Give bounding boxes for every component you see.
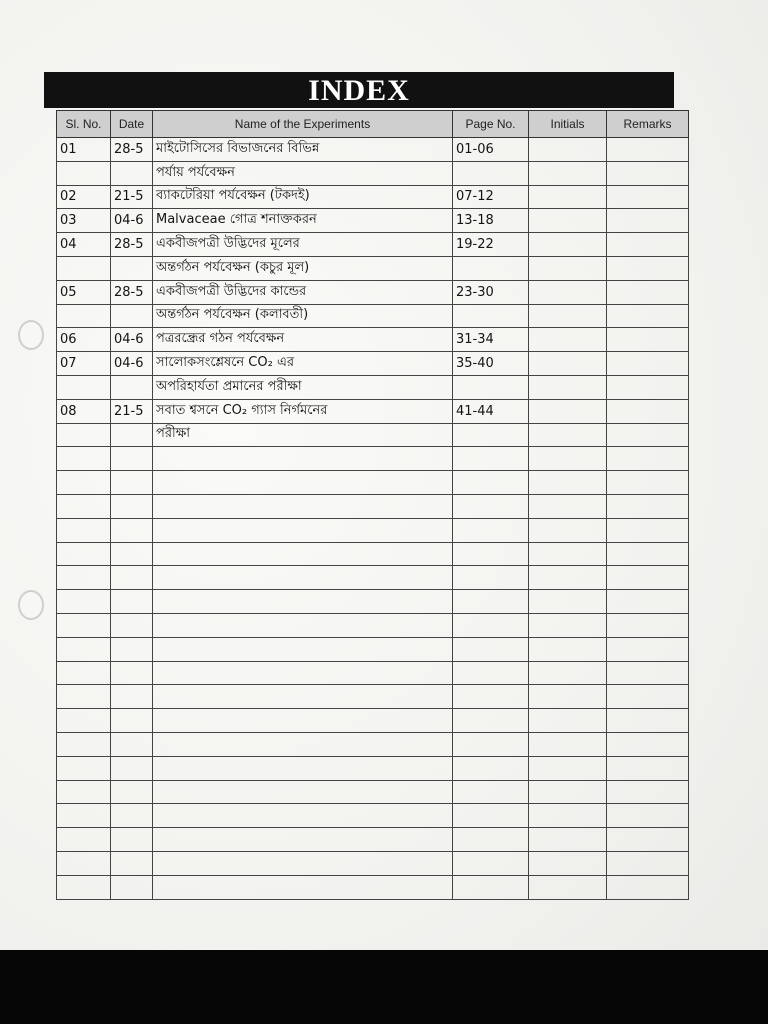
header-remarks: Remarks [607,111,689,138]
table-row [57,328,689,352]
experiment-name-cell: অপরিহার্যতা প্রমানের পরীক্ষা [153,375,453,399]
remarks-cell [607,256,689,280]
sl-no-cell [57,590,111,614]
header-sl-no: Sl. No. [57,111,111,138]
blank-row [57,780,689,804]
remarks-cell [607,566,689,590]
date-cell [111,161,153,185]
experiment-name-cell [153,756,453,780]
blank-row [57,637,689,661]
date-cell: 04-6 [111,209,153,233]
remarks-cell [607,471,689,495]
date-cell [111,875,153,899]
page-no-cell [453,566,529,590]
remarks-cell [607,613,689,637]
page-no-cell [453,828,529,852]
table-row [57,185,689,209]
page-no-cell: 41-44 [453,399,529,423]
initials-cell [529,209,607,233]
initials-cell [529,233,607,257]
initials-cell [529,447,607,471]
initials-cell [529,304,607,328]
initials-cell [529,780,607,804]
page-no-cell [453,875,529,899]
initials-cell [529,756,607,780]
remarks-cell [607,138,689,162]
experiment-name-cell [153,590,453,614]
page-no-cell: 13-18 [453,209,529,233]
date-cell [111,709,153,733]
page-no-cell: 35-40 [453,352,529,376]
page-no-cell: 19-22 [453,233,529,257]
experiment-name-cell: ব্যাকটেরিয়া পর্যবেক্ষন (টকদই) [153,185,453,209]
page-no-cell [453,590,529,614]
page-no-cell: 07-12 [453,185,529,209]
experiment-name-cell [153,447,453,471]
blank-row [57,685,689,709]
date-cell [111,590,153,614]
date-cell: 04-6 [111,328,153,352]
experiment-name-cell [153,780,453,804]
header-date: Date [111,111,153,138]
page-no-cell [453,423,529,447]
sl-no-cell [57,518,111,542]
date-cell: 21-5 [111,399,153,423]
initials-cell [529,613,607,637]
page-no-cell: 01-06 [453,138,529,162]
experiment-name-cell [153,685,453,709]
table-row [57,304,689,328]
blank-row [57,494,689,518]
sl-no-cell [57,685,111,709]
remarks-cell [607,209,689,233]
page-no-cell [453,161,529,185]
remarks-cell [607,875,689,899]
page-no-cell [453,661,529,685]
remarks-cell [607,185,689,209]
experiment-name-cell: পত্ররন্ধ্রের গঠন পর্যবেক্ষন [153,328,453,352]
blank-row [57,709,689,733]
remarks-cell [607,375,689,399]
punch-hole [18,320,44,350]
blank-row [57,661,689,685]
remarks-cell [607,637,689,661]
blank-row [57,447,689,471]
date-cell [111,613,153,637]
experiment-name-cell [153,828,453,852]
remarks-cell [607,161,689,185]
initials-cell [529,494,607,518]
index-body [57,138,689,900]
remarks-cell [607,447,689,471]
index-sheet [44,72,674,898]
remarks-cell [607,780,689,804]
table-row [57,256,689,280]
remarks-cell [607,828,689,852]
date-cell [111,375,153,399]
experiment-name-cell [153,494,453,518]
date-cell [111,566,153,590]
initials-cell [529,375,607,399]
sl-no-cell [57,256,111,280]
sl-no-cell: 03 [57,209,111,233]
index-table [56,110,689,900]
page-no-cell [453,685,529,709]
date-cell [111,828,153,852]
initials-cell [529,399,607,423]
date-cell: 28-5 [111,138,153,162]
sl-no-cell [57,542,111,566]
date-cell: 28-5 [111,233,153,257]
experiment-name-cell: একবীজপত্রী উদ্ভিদের কান্ডের [153,280,453,304]
background-edge [0,950,768,1024]
experiment-name-cell [153,542,453,566]
page-no-cell [453,471,529,495]
initials-cell [529,518,607,542]
blank-row [57,518,689,542]
sl-no-cell [57,709,111,733]
remarks-cell [607,423,689,447]
sl-no-cell: 04 [57,233,111,257]
page-no-cell [453,542,529,566]
date-cell [111,542,153,566]
sl-no-cell [57,732,111,756]
initials-cell [529,851,607,875]
date-cell [111,304,153,328]
sl-no-cell: 07 [57,352,111,376]
experiment-name-cell: মাইটোসিসের বিভাজনের বিভিন্ন [153,138,453,162]
date-cell [111,661,153,685]
experiment-name-cell [153,613,453,637]
initials-cell [529,685,607,709]
blank-row [57,875,689,899]
sl-no-cell [57,423,111,447]
initials-cell [529,352,607,376]
page-no-cell [453,375,529,399]
page-no-cell [453,804,529,828]
page-no-cell [453,613,529,637]
date-cell [111,447,153,471]
remarks-cell [607,233,689,257]
experiment-name-cell [153,851,453,875]
remarks-cell [607,494,689,518]
date-cell [111,732,153,756]
sl-no-cell [57,804,111,828]
date-cell [111,637,153,661]
blank-row [57,566,689,590]
initials-cell [529,471,607,495]
experiment-name-cell: Malvaceae গোত্র শনাক্তকরন [153,209,453,233]
initials-cell [529,590,607,614]
table-row [57,399,689,423]
remarks-cell [607,590,689,614]
header-row [57,111,689,138]
blank-row [57,613,689,637]
experiment-name-cell [153,804,453,828]
experiment-name-cell: পর্যায় পর্যবেক্ষন [153,161,453,185]
sl-no-cell [57,613,111,637]
initials-cell [529,328,607,352]
table-row [57,161,689,185]
remarks-cell [607,280,689,304]
table-row [57,352,689,376]
remarks-cell [607,352,689,376]
table-row [57,233,689,257]
initials-cell [529,542,607,566]
experiment-name-cell: অন্তর্গঠন পর্যবেক্ষন (কচুর মূল) [153,256,453,280]
sl-no-cell [57,828,111,852]
remarks-cell [607,304,689,328]
remarks-cell [607,732,689,756]
sl-no-cell: 05 [57,280,111,304]
blank-row [57,804,689,828]
date-cell [111,518,153,542]
experiment-name-cell [153,661,453,685]
date-cell [111,256,153,280]
sl-no-cell: 08 [57,399,111,423]
sl-no-cell [57,851,111,875]
header-initials: Initials [529,111,607,138]
experiment-name-cell: সবাত শ্বসনে CO₂ গ্যাস নির্গমনের [153,399,453,423]
page-no-cell [453,851,529,875]
experiment-name-cell: একবীজপত্রী উদ্ভিদের মূলের [153,233,453,257]
date-cell: 04-6 [111,352,153,376]
blank-row [57,471,689,495]
date-cell [111,851,153,875]
index-title: INDEX [44,72,674,108]
page-no-cell [453,732,529,756]
initials-cell [529,161,607,185]
initials-cell [529,566,607,590]
sl-no-cell [57,661,111,685]
page-no-cell [453,447,529,471]
date-cell [111,685,153,709]
initials-cell [529,138,607,162]
table-row [57,138,689,162]
page-no-cell: 31-34 [453,328,529,352]
initials-cell [529,709,607,733]
sl-no-cell [57,494,111,518]
experiment-name-cell: সালোকসংশ্লেষনে CO₂ এর [153,352,453,376]
experiment-name-cell [153,732,453,756]
remarks-cell [607,804,689,828]
sl-no-cell [57,161,111,185]
table-row [57,280,689,304]
blank-row [57,828,689,852]
initials-cell [529,828,607,852]
remarks-cell [607,685,689,709]
experiment-name-cell [153,471,453,495]
initials-cell [529,661,607,685]
date-cell [111,756,153,780]
header-name: Name of the Experiments [153,111,453,138]
date-cell [111,494,153,518]
page-no-cell [453,256,529,280]
table-row [57,209,689,233]
experiment-name-cell [153,875,453,899]
date-cell [111,471,153,495]
blank-row [57,542,689,566]
experiment-name-cell [153,637,453,661]
initials-cell [529,732,607,756]
remarks-cell [607,399,689,423]
initials-cell [529,875,607,899]
remarks-cell [607,661,689,685]
page-no-cell [453,709,529,733]
date-cell: 21-5 [111,185,153,209]
initials-cell [529,256,607,280]
remarks-cell [607,542,689,566]
blank-row [57,756,689,780]
initials-cell [529,280,607,304]
initials-cell [529,804,607,828]
page-no-cell [453,304,529,328]
page-no-cell [453,494,529,518]
sl-no-cell [57,566,111,590]
page-no-cell [453,518,529,542]
blank-row [57,590,689,614]
sl-no-cell [57,780,111,804]
experiment-name-cell: পরীক্ষা [153,423,453,447]
sl-no-cell [57,471,111,495]
remarks-cell [607,851,689,875]
initials-cell [529,423,607,447]
sl-no-cell [57,875,111,899]
initials-cell [529,637,607,661]
experiment-name-cell [153,566,453,590]
blank-row [57,851,689,875]
sl-no-cell: 06 [57,328,111,352]
sl-no-cell [57,637,111,661]
remarks-cell [607,518,689,542]
table-row [57,423,689,447]
sl-no-cell [57,375,111,399]
page-no-cell [453,637,529,661]
date-cell [111,780,153,804]
remarks-cell [607,328,689,352]
sl-no-cell [57,756,111,780]
remarks-cell [607,756,689,780]
sl-no-cell [57,447,111,471]
sl-no-cell: 02 [57,185,111,209]
date-cell [111,804,153,828]
experiment-name-cell [153,709,453,733]
table-row [57,375,689,399]
page-no-cell [453,756,529,780]
experiment-name-cell [153,518,453,542]
remarks-cell [607,709,689,733]
sl-no-cell [57,304,111,328]
sl-no-cell: 01 [57,138,111,162]
page-no-cell [453,780,529,804]
date-cell: 28-5 [111,280,153,304]
experiment-name-cell: অন্তর্গঠন পর্যবেক্ষন (কলাবতী) [153,304,453,328]
punch-hole [18,590,44,620]
blank-row [57,732,689,756]
date-cell [111,423,153,447]
page-no-cell: 23-30 [453,280,529,304]
initials-cell [529,185,607,209]
header-page-no: Page No. [453,111,529,138]
